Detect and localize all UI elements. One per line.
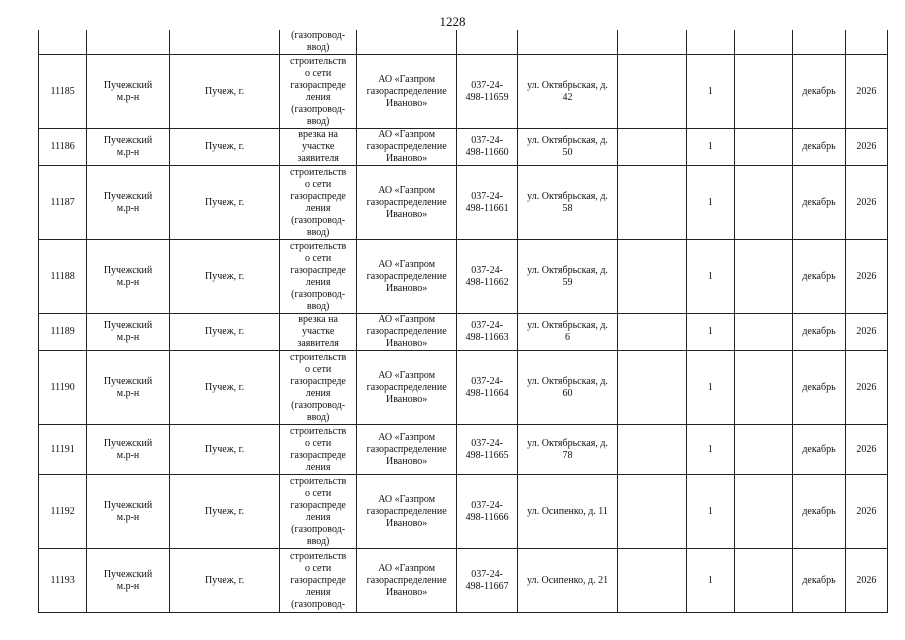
work-cell: врезка на участке заявителя: [280, 129, 356, 166]
year-cell: 2026: [845, 166, 887, 240]
year-cell: 2026: [845, 240, 887, 314]
city-cell: Пучеж, г.: [169, 314, 280, 351]
quantity-cell: 1: [686, 351, 734, 425]
empty-cell: [735, 351, 793, 425]
work-cell: (газопровод- ввод): [280, 30, 356, 55]
district-cell: Пучежский м.р-н: [87, 129, 169, 166]
empty-cell: [735, 425, 793, 475]
month-cell: декабрь: [793, 240, 845, 314]
empty-cell: [618, 351, 686, 425]
table-row: [39, 166, 888, 240]
district-cell: Пучежский м.р-н: [87, 549, 169, 613]
city-cell: Пучеж, г.: [169, 351, 280, 425]
page-number: 1228: [439, 14, 466, 29]
organization-cell: АО «Газпром газораспределение Иваново»: [356, 240, 457, 314]
district-cell: Пучежский м.р-н: [87, 55, 169, 129]
district-cell: Пучежский м.р-н: [87, 351, 169, 425]
month-cell: декабрь: [793, 129, 845, 166]
code-cell: 037-24- 498-11661: [457, 166, 517, 240]
month-cell: декабрь: [793, 351, 845, 425]
address-cell: ул. Осипенко, д. 21: [517, 549, 618, 613]
organization-cell: АО «Газпром газораспределение Иваново»: [356, 425, 457, 475]
empty-cell: [618, 549, 686, 613]
number-cell: 11185: [39, 55, 87, 129]
district-cell: Пучежский м.р-н: [87, 240, 169, 314]
district-cell: Пучежский м.р-н: [87, 425, 169, 475]
address-cell: ул. Октябрьская, д. 78: [517, 425, 618, 475]
address-cell: ул. Октябрьская, д. 60: [517, 351, 618, 425]
table-row: [39, 55, 888, 129]
work-cell: врезка на участке заявителя: [280, 314, 356, 351]
month-cell: декабрь: [793, 475, 845, 549]
table-row: [39, 240, 888, 314]
empty-cell: [618, 425, 686, 475]
quantity-cell: 1: [686, 425, 734, 475]
year-cell: 2026: [845, 351, 887, 425]
number-cell: 11187: [39, 166, 87, 240]
empty-cell: [618, 240, 686, 314]
table-row: [39, 549, 888, 613]
city-cell: Пучеж, г.: [169, 55, 280, 129]
quantity-cell: 1: [686, 549, 734, 613]
month-cell: декабрь: [793, 425, 845, 475]
empty-cell: [618, 475, 686, 549]
table-row: [39, 425, 888, 475]
organization-cell: АО «Газпром газораспределение Иваново»: [356, 351, 457, 425]
quantity-cell: 1: [686, 314, 734, 351]
address-cell: ул. Октябрьская, д. 42: [517, 55, 618, 129]
work-cell: строительств о сети газораспреде ления (газопровод-: [280, 549, 356, 613]
city-cell: Пучеж, г.: [169, 549, 280, 613]
number-cell: 11189: [39, 314, 87, 351]
empty-cell: [618, 166, 686, 240]
address-cell: ул. Октябрьская, д. 59: [517, 240, 618, 314]
code-cell: 037-24- 498-11662: [457, 240, 517, 314]
district-cell: Пучежский м.р-н: [87, 166, 169, 240]
quantity-cell: 1: [686, 240, 734, 314]
empty-cell: [735, 55, 793, 129]
month-cell: декабрь: [793, 314, 845, 351]
work-cell: строительств о сети газораспреде ления (газопровод- ввод): [280, 240, 356, 314]
organization-cell: АО «Газпром газораспределение Иваново»: [356, 55, 457, 129]
organization-cell: АО «Газпром газораспределение Иваново»: [356, 166, 457, 240]
quantity-cell: 1: [686, 129, 734, 166]
year-cell: 2026: [845, 314, 887, 351]
address-cell: ул. Октябрьская, д. 50: [517, 129, 618, 166]
quantity-cell: 1: [686, 55, 734, 129]
year-cell: 2026: [845, 55, 887, 129]
number-cell: 11190: [39, 351, 87, 425]
empty-cell: [735, 549, 793, 613]
year-cell: 2026: [845, 549, 887, 613]
empty-cell: [618, 129, 686, 166]
empty-cell: [735, 129, 793, 166]
code-cell: 037-24- 498-11663: [457, 314, 517, 351]
code-cell: 037-24- 498-11664: [457, 351, 517, 425]
city-cell: Пучеж, г.: [169, 240, 280, 314]
work-cell: строительств о сети газораспреде ления (газопровод- ввод): [280, 166, 356, 240]
table-row: [39, 129, 888, 166]
number-cell: 11193: [39, 549, 87, 613]
work-cell: строительств о сети газораспреде ления (газопровод- ввод): [280, 351, 356, 425]
organization-cell: АО «Газпром газораспределение Иваново»: [356, 129, 457, 166]
empty-cell: [618, 314, 686, 351]
city-cell: Пучеж, г.: [169, 166, 280, 240]
organization-cell: АО «Газпром газораспределение Иваново»: [356, 475, 457, 549]
organization-cell: АО «Газпром газораспределение Иваново»: [356, 314, 457, 351]
empty-cell: [735, 240, 793, 314]
work-cell: строительств о сети газораспреде ления: [280, 425, 356, 475]
table-row-continuation: [39, 30, 888, 55]
table-row: [39, 351, 888, 425]
empty-cell: [735, 166, 793, 240]
city-cell: Пучеж, г.: [169, 129, 280, 166]
work-cell: строительств о сети газораспреде ления (газопровод- ввод): [280, 55, 356, 129]
address-cell: ул. Осипенко, д. 11: [517, 475, 618, 549]
code-cell: 037-24- 498-11666: [457, 475, 517, 549]
code-cell: 037-24- 498-11659: [457, 55, 517, 129]
number-cell: 11186: [39, 129, 87, 166]
year-cell: 2026: [845, 129, 887, 166]
empty-cell: [735, 314, 793, 351]
number-cell: 11188: [39, 240, 87, 314]
empty-cell: [618, 55, 686, 129]
city-cell: Пучеж, г.: [169, 475, 280, 549]
gasification-table: [38, 30, 888, 613]
month-cell: декабрь: [793, 549, 845, 613]
address-cell: ул. Октябрьская, д. 6: [517, 314, 618, 351]
empty-cell: [735, 475, 793, 549]
table-row: [39, 314, 888, 351]
number-cell: 11191: [39, 425, 87, 475]
month-cell: декабрь: [793, 55, 845, 129]
organization-cell: АО «Газпром газораспределение Иваново»: [356, 549, 457, 613]
address-cell: ул. Октябрьская, д. 58: [517, 166, 618, 240]
year-cell: 2026: [845, 425, 887, 475]
quantity-cell: 1: [686, 475, 734, 549]
code-cell: 037-24- 498-11665: [457, 425, 517, 475]
year-cell: 2026: [845, 475, 887, 549]
quantity-cell: 1: [686, 166, 734, 240]
month-cell: декабрь: [793, 166, 845, 240]
number-cell: 11192: [39, 475, 87, 549]
city-cell: Пучеж, г.: [169, 425, 280, 475]
code-cell: 037-24- 498-11660: [457, 129, 517, 166]
district-cell: Пучежский м.р-н: [87, 475, 169, 549]
code-cell: 037-24- 498-11667: [457, 549, 517, 613]
district-cell: Пучежский м.р-н: [87, 314, 169, 351]
table-row: [39, 475, 888, 549]
work-cell: строительств о сети газораспреде ления (газопровод- ввод): [280, 475, 356, 549]
